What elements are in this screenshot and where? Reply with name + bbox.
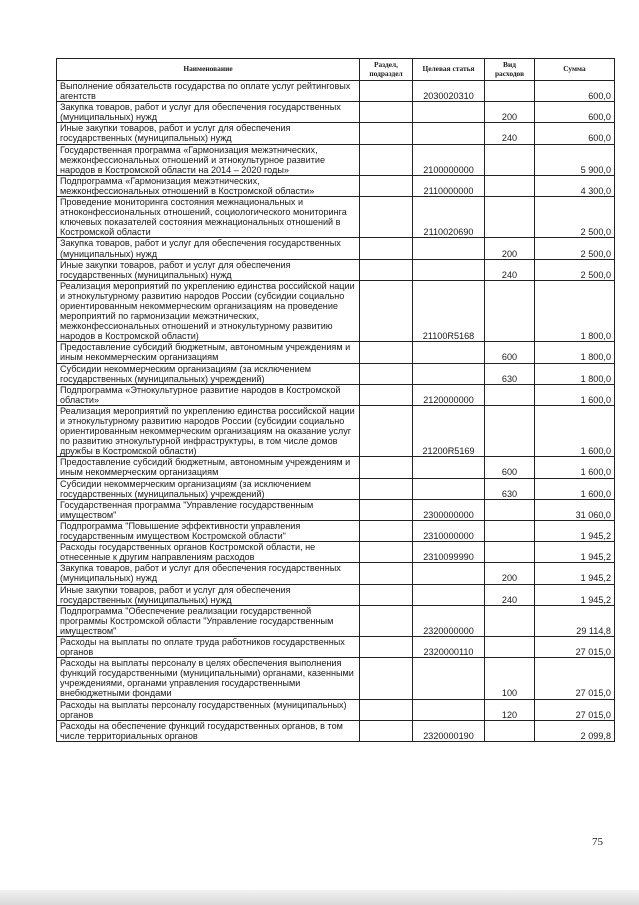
cell-section bbox=[360, 563, 413, 584]
cell-kind: 600 bbox=[485, 342, 535, 363]
cell-kind: 200 bbox=[485, 563, 535, 584]
cell-name: Закупка товаров, работ и услуг для обеспечения государственных (муниципальных) нужд bbox=[57, 238, 360, 259]
cell-kind bbox=[485, 605, 535, 636]
cell-amount: 1 800,0 bbox=[535, 342, 615, 363]
cell-target bbox=[413, 123, 485, 144]
cell-name: Расходы на выплаты персоналу в целях обеспечения выполнения функций государственными (муниципальными) органами, казенными учреждениями, органами управления государственными внебюджетными фондами bbox=[57, 658, 360, 699]
cell-section bbox=[360, 123, 413, 144]
cell-target: 2310000000 bbox=[413, 520, 485, 541]
cell-amount: 31 060,0 bbox=[535, 499, 615, 520]
cell-kind bbox=[485, 197, 535, 238]
cell-target bbox=[413, 342, 485, 363]
cell-name: Государственная программа «Гармонизация межэтнических, межконфессиональных отношений и этнокультурное развитие народов в Костромской области на 2014 – 2020 годы» bbox=[57, 144, 360, 175]
table-row bbox=[57, 384, 615, 405]
scan-edge-shade bbox=[0, 890, 639, 905]
cell-amount: 1 600,0 bbox=[535, 405, 615, 456]
cell-kind bbox=[485, 499, 535, 520]
cell-amount: 27 015,0 bbox=[535, 658, 615, 699]
table-row bbox=[57, 478, 615, 499]
table-row bbox=[57, 259, 615, 280]
cell-name: Расходы на выплаты по оплате труда работников государственных органов bbox=[57, 636, 360, 657]
cell-target bbox=[413, 102, 485, 123]
cell-amount: 4 300,0 bbox=[535, 175, 615, 196]
cell-name: Выполнение обязательств государства по оплате услуг рейтинговых агентств bbox=[57, 81, 360, 102]
cell-target: 2300000000 bbox=[413, 499, 485, 520]
cell-name: Проведение мониторинга состояния межнациональных и этноконфессиональных отношений, социологического мониторинга ключевых показателей состояния межнациональных отношений в Костромской области bbox=[57, 197, 360, 238]
cell-name: Предоставление субсидий бюджетным, автономным учреждениям и иным некоммерческим организациям bbox=[57, 342, 360, 363]
cell-section bbox=[360, 363, 413, 384]
cell-section bbox=[360, 238, 413, 259]
table-row bbox=[57, 720, 615, 741]
cell-name: Закупка товаров, работ и услуг для обеспечения государственных (муниципальных) нужд bbox=[57, 102, 360, 123]
cell-target: 2120000000 bbox=[413, 384, 485, 405]
cell-section bbox=[360, 384, 413, 405]
cell-amount: 1 945,2 bbox=[535, 542, 615, 563]
table-row bbox=[57, 197, 615, 238]
cell-kind: 100 bbox=[485, 658, 535, 699]
cell-kind: 120 bbox=[485, 699, 535, 720]
cell-section bbox=[360, 102, 413, 123]
cell-name: Расходы на выплаты персоналу государственных (муниципальных) органов bbox=[57, 699, 360, 720]
cell-target: 21100R5168 bbox=[413, 280, 485, 342]
cell-amount: 1 945,2 bbox=[535, 584, 615, 605]
cell-amount: 1 945,2 bbox=[535, 563, 615, 584]
table-row bbox=[57, 238, 615, 259]
cell-kind: 600 bbox=[485, 457, 535, 478]
cell-target bbox=[413, 363, 485, 384]
cell-target: 2100000000 bbox=[413, 144, 485, 175]
cell-name: Закупка товаров, работ и услуг для обеспечения государственных (муниципальных) нужд bbox=[57, 563, 360, 584]
cell-target: 2320000190 bbox=[413, 720, 485, 741]
cell-section bbox=[360, 342, 413, 363]
table-row bbox=[57, 584, 615, 605]
cell-name: Реализация мероприятий по укреплению единства российской нации и этнокультурному развитию народов России (субсидии социально ориентированным некоммерческим организациям на оказание услуг по развитию этнокультурной инфраструктуры, в том числе домов дружбы в Костромской области) bbox=[57, 405, 360, 456]
cell-amount: 2 500,0 bbox=[535, 238, 615, 259]
table-row bbox=[57, 280, 615, 342]
table-row bbox=[57, 81, 615, 102]
cell-name: Реализация мероприятий по укреплению единства российской нации и этнокультурному развитию народов России (субсидии социально ориентированным некоммерческим организациям на проведение мероприятий по гармонизации межэтнических, межконфессиональных отношений и этнокультурному развитию народов в Костромской области) bbox=[57, 280, 360, 342]
header-section: Раздел, подраздел bbox=[360, 59, 413, 81]
cell-section bbox=[360, 259, 413, 280]
cell-target bbox=[413, 699, 485, 720]
cell-amount: 1 800,0 bbox=[535, 363, 615, 384]
page-number: 75 bbox=[592, 836, 603, 848]
cell-section bbox=[360, 584, 413, 605]
cell-target: 2320000110 bbox=[413, 636, 485, 657]
cell-section bbox=[360, 499, 413, 520]
cell-name: Субсидии некоммерческим организациям (за исключением государственных (муниципальных) учреждений) bbox=[57, 478, 360, 499]
cell-kind: 200 bbox=[485, 238, 535, 259]
cell-kind: 630 bbox=[485, 363, 535, 384]
cell-kind bbox=[485, 405, 535, 456]
cell-section bbox=[360, 699, 413, 720]
cell-name: Подпрограмма "Обеспечение реализации государственной программы Костромской области "Управление государственным имуществом" bbox=[57, 605, 360, 636]
table-row bbox=[57, 342, 615, 363]
header-amount: Сумма bbox=[535, 59, 615, 81]
cell-name: Иные закупки товаров, работ и услуг для обеспечения государственных (муниципальных) нужд bbox=[57, 259, 360, 280]
cell-section bbox=[360, 457, 413, 478]
cell-section bbox=[360, 478, 413, 499]
cell-amount: 1 945,2 bbox=[535, 520, 615, 541]
cell-amount: 27 015,0 bbox=[535, 636, 615, 657]
cell-name: Подпрограмма «Гармонизация межэтнических, межконфессиональных отношений в Костромской области» bbox=[57, 175, 360, 196]
cell-kind: 240 bbox=[485, 584, 535, 605]
cell-section bbox=[360, 197, 413, 238]
cell-section bbox=[360, 144, 413, 175]
table-row bbox=[57, 563, 615, 584]
cell-section bbox=[360, 720, 413, 741]
cell-name: Предоставление субсидий бюджетным, автономным учреждениям и иным некоммерческим организациям bbox=[57, 457, 360, 478]
cell-target bbox=[413, 238, 485, 259]
cell-kind bbox=[485, 280, 535, 342]
header-target: Целевая статья bbox=[413, 59, 485, 81]
table-row bbox=[57, 175, 615, 196]
cell-name: Иные закупки товаров, работ и услуг для обеспечения государственных (муниципальных) нужд bbox=[57, 584, 360, 605]
cell-kind bbox=[485, 81, 535, 102]
cell-section bbox=[360, 658, 413, 699]
cell-name: Субсидии некоммерческим организациям (за исключением государственных (муниципальных) учреждений) bbox=[57, 363, 360, 384]
cell-name: Иные закупки товаров, работ и услуг для обеспечения государственных (муниципальных) нужд bbox=[57, 123, 360, 144]
table-row bbox=[57, 520, 615, 541]
cell-amount: 1 600,0 bbox=[535, 384, 615, 405]
table-row bbox=[57, 499, 615, 520]
cell-target: 2030020310 bbox=[413, 81, 485, 102]
cell-amount: 1 600,0 bbox=[535, 457, 615, 478]
cell-kind bbox=[485, 636, 535, 657]
cell-amount: 600,0 bbox=[535, 81, 615, 102]
table-header-row bbox=[57, 59, 615, 81]
cell-target bbox=[413, 259, 485, 280]
cell-section bbox=[360, 542, 413, 563]
cell-kind: 630 bbox=[485, 478, 535, 499]
cell-kind bbox=[485, 520, 535, 541]
cell-amount: 2 500,0 bbox=[535, 197, 615, 238]
cell-section bbox=[360, 520, 413, 541]
cell-kind bbox=[485, 144, 535, 175]
cell-amount: 29 114,8 bbox=[535, 605, 615, 636]
table-row bbox=[57, 405, 615, 456]
cell-target: 2310099990 bbox=[413, 542, 485, 563]
cell-amount: 1 600,0 bbox=[535, 478, 615, 499]
cell-amount: 1 800,0 bbox=[535, 280, 615, 342]
table-row bbox=[57, 636, 615, 657]
table-row bbox=[57, 658, 615, 699]
cell-target bbox=[413, 563, 485, 584]
cell-section bbox=[360, 175, 413, 196]
cell-target bbox=[413, 584, 485, 605]
cell-name: Подпрограмма «Этнокультурное развитие народов в Костромской области» bbox=[57, 384, 360, 405]
cell-section bbox=[360, 636, 413, 657]
cell-amount: 2 099,8 bbox=[535, 720, 615, 741]
cell-section bbox=[360, 405, 413, 456]
cell-name: Государственная программа "Управление государственным имуществом" bbox=[57, 499, 360, 520]
cell-kind bbox=[485, 542, 535, 563]
cell-name: Подпрограмма "Повышение эффективности управления государственным имуществом Костромской области" bbox=[57, 520, 360, 541]
cell-target bbox=[413, 478, 485, 499]
cell-section bbox=[360, 280, 413, 342]
cell-kind bbox=[485, 720, 535, 741]
header-name: Наименование bbox=[57, 59, 360, 81]
cell-target bbox=[413, 457, 485, 478]
cell-target: 2110000000 bbox=[413, 175, 485, 196]
cell-target: 21200R5169 bbox=[413, 405, 485, 456]
cell-section bbox=[360, 605, 413, 636]
cell-amount: 5 900,0 bbox=[535, 144, 615, 175]
cell-kind: 240 bbox=[485, 259, 535, 280]
table-row bbox=[57, 123, 615, 144]
table-row bbox=[57, 457, 615, 478]
table-row bbox=[57, 605, 615, 636]
cell-amount: 2 500,0 bbox=[535, 259, 615, 280]
cell-kind bbox=[485, 384, 535, 405]
cell-section bbox=[360, 81, 413, 102]
cell-kind: 200 bbox=[485, 102, 535, 123]
budget-table bbox=[56, 58, 615, 742]
table-row bbox=[57, 363, 615, 384]
table-row bbox=[57, 144, 615, 175]
cell-kind: 240 bbox=[485, 123, 535, 144]
table-row bbox=[57, 699, 615, 720]
table-body bbox=[57, 81, 615, 742]
cell-target: 2110020690 bbox=[413, 197, 485, 238]
table-row bbox=[57, 102, 615, 123]
cell-amount: 600,0 bbox=[535, 102, 615, 123]
cell-name: Расходы государственных органов Костромской области, не отнесенные к другим направлениям расходов bbox=[57, 542, 360, 563]
cell-target: 2320000000 bbox=[413, 605, 485, 636]
header-kind: Вид расходов bbox=[485, 59, 535, 81]
cell-amount: 27 015,0 bbox=[535, 699, 615, 720]
cell-kind bbox=[485, 175, 535, 196]
cell-amount: 600,0 bbox=[535, 123, 615, 144]
cell-target bbox=[413, 658, 485, 699]
cell-name: Расходы на обеспечение функций государственных органов, в том числе территориальных органов bbox=[57, 720, 360, 741]
table-row bbox=[57, 542, 615, 563]
